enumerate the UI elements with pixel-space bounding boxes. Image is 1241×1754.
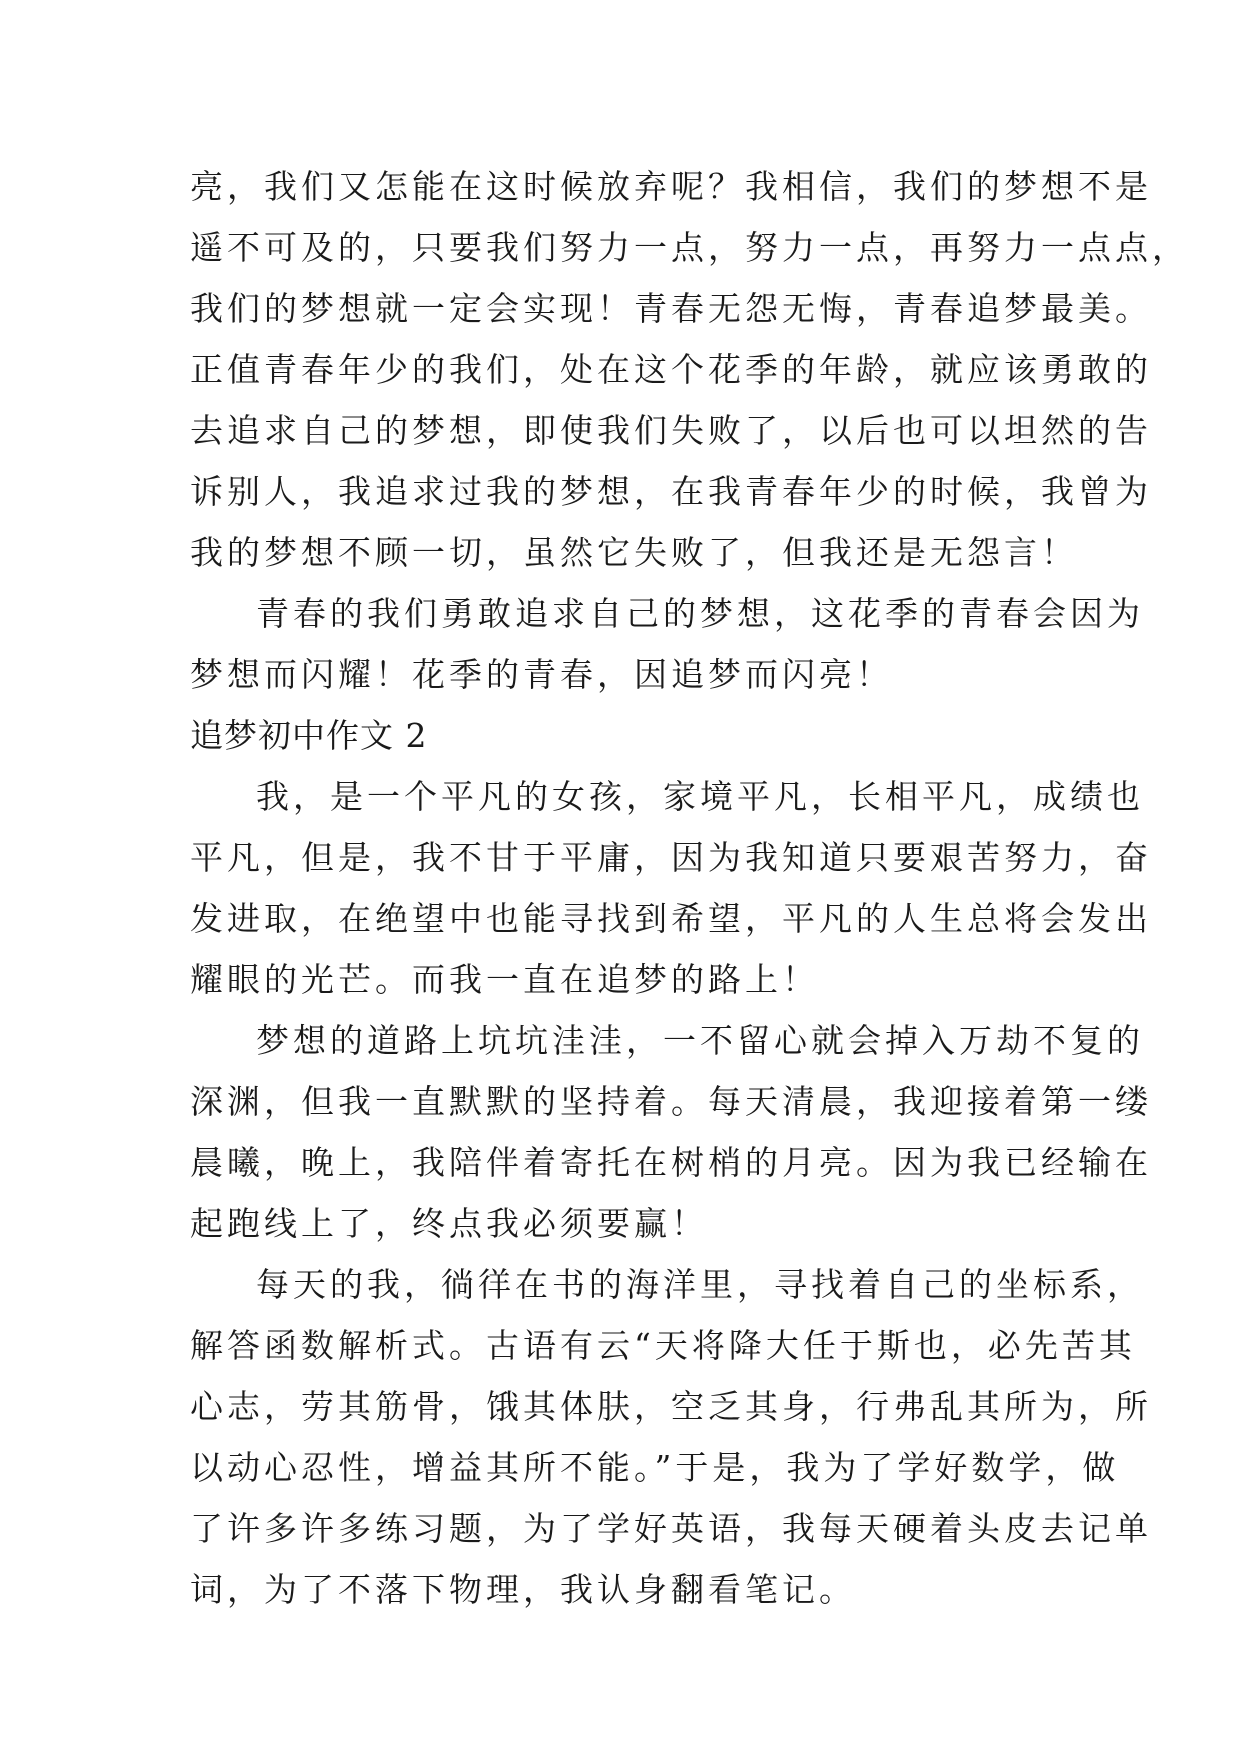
document-page bbox=[190, 156, 1189, 1620]
text-line: 平凡，但是，我不甘于平庸，因为我知道只要艰苦努力，奋 bbox=[190, 838, 1152, 877]
text-line: 正值青春年少的我们，处在这个花季的年龄，就应该勇敢的 bbox=[190, 350, 1152, 389]
text-line: 解答函数解析式。古语有云“天将降大任于斯也，必先苦其 bbox=[190, 1326, 1136, 1365]
text-line: 亮，我们又怎能在这时候放弃呢？我相信，我们的梦想不是 bbox=[190, 167, 1152, 206]
text-line: 我的梦想不顾一切，虽然它失败了，但我还是无怨言！ bbox=[190, 533, 1078, 572]
text-line: 青春的我们勇敢追求自己的梦想，这花季的青春会因为 bbox=[256, 594, 1144, 633]
paragraph-4 bbox=[190, 1010, 1152, 1254]
text-line: 我们的梦想就一定会实现！青春无怨无悔，青春追梦最美。 bbox=[190, 289, 1152, 328]
text-line: 晨曦，晚上，我陪伴着寄托在树梢的月亮。因为我已经输在 bbox=[190, 1143, 1152, 1182]
paragraph-1 bbox=[190, 156, 1189, 583]
text-line: 耀眼的光芒。而我一直在追梦的路上！ bbox=[190, 960, 819, 999]
paragraph-5 bbox=[190, 1254, 1152, 1620]
text-line: 梦想而闪耀！花季的青春，因追梦而闪亮！ bbox=[190, 655, 893, 694]
text-line: 诉别人，我追求过我的梦想，在我青春年少的时候，我曾为 bbox=[190, 472, 1152, 511]
text-line: 发进取，在绝望中也能寻找到希望，平凡的人生总将会发出 bbox=[190, 899, 1152, 938]
text-line: 每天的我，徜徉在书的海洋里，寻找着自己的坐标系， bbox=[256, 1265, 1144, 1304]
paragraph-3 bbox=[190, 766, 1152, 1010]
text-line: 以动心忍性，增益其所不能。”于是，我为了学好数学，做 bbox=[190, 1448, 1120, 1487]
text-line: 我，是一个平凡的女孩，家境平凡，长相平凡，成绩也 bbox=[256, 777, 1144, 816]
text-line: 词，为了不落下物理，我认身翻看笔记。 bbox=[190, 1570, 856, 1609]
text-line: 了许多许多练习题，为了学好英语，我每天硬着头皮去记单 bbox=[190, 1509, 1152, 1548]
text-line: 梦想的道路上坑坑洼洼，一不留心就会掉入万劫不复的 bbox=[256, 1021, 1144, 1060]
text-line: 深渊，但我一直默默的坚持着。每天清晨，我迎接着第一缕 bbox=[190, 1082, 1152, 1121]
text-line: 遥不可及的，只要我们努力一点，努力一点，再努力一点点， bbox=[190, 228, 1189, 267]
paragraph-2 bbox=[190, 583, 1144, 705]
section-heading bbox=[190, 705, 1070, 766]
text-line: 心志，劳其筋骨，饿其体肤，空乏其身，行弗乱其所为，所 bbox=[190, 1387, 1152, 1426]
text-line: 起跑线上了，终点我必须要赢！ bbox=[190, 1204, 708, 1243]
text-line: 去追求自己的梦想，即使我们失败了，以后也可以坦然的告 bbox=[190, 411, 1152, 450]
section-title: 追梦初中作文 2 bbox=[190, 716, 428, 755]
